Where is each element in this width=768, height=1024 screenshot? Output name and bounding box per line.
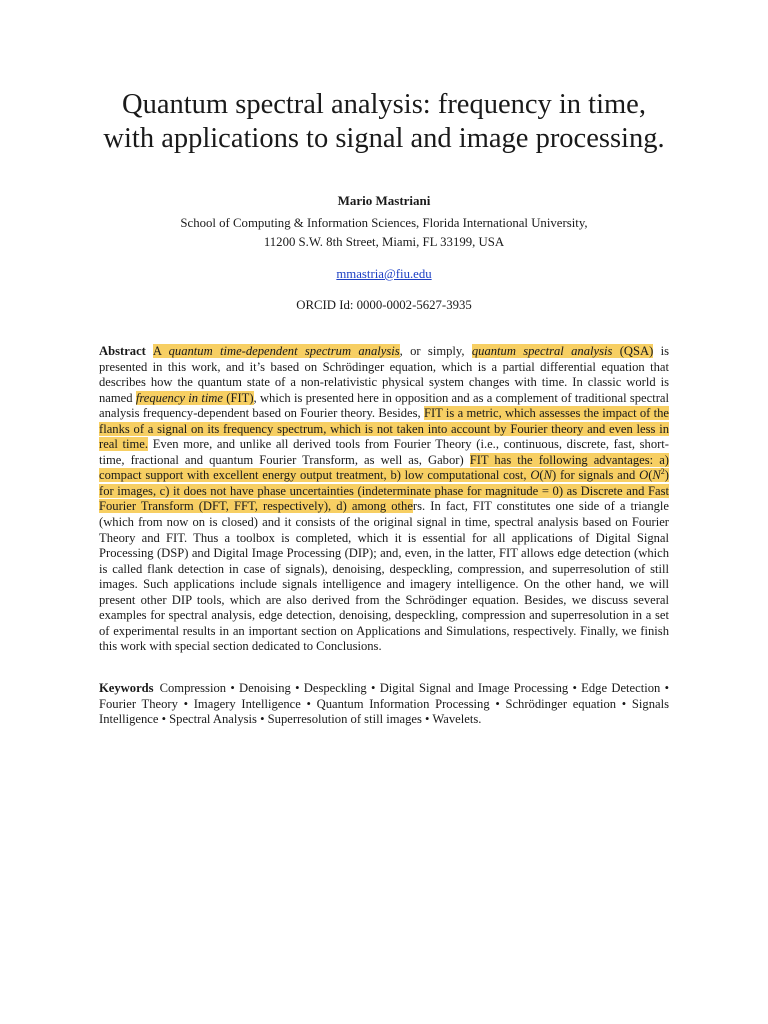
author-name: Mario Mastriani — [337, 193, 431, 208]
orcid-id: ORCID Id: 0000-0002-5627-3935 — [296, 298, 472, 312]
highlight-4: FIT is a metric, which assesses the impact of the flanks of a signal on its frequency spectrum, which is not taken into account by Fourier theory and even less in real time. — [99, 406, 669, 452]
abstract-text: rs. In fact, FIT constitutes one side of a triangle (which from now on is closed) and it consists of the original signal in time, spectral analysis based on Fourier Theory and FIT. Thus a toolbox is completed, which it is essential for all applications of Digital Signal Processing (DSP) and Digital Image Processing (DIP); and, even, in the latter, FIT allows edge detection (which is called flank detection in case of signals), denoising, despeckling, compression, and superresolution of still images. Such applications include signals intelligence and imagery intelligence. On the other hand, we will present other DIP tools, which are also derived from the Schrödinger equation. Besides, we discuss several examples for spectral analysis, edge detection, denoising, despeckling, compression and superresolution in a set of experimental results in an important section on Applications and Simulations, respectively. Finally, we finish this work with special section dedicated to Conclusions. — [99, 499, 670, 654]
abstract-text: A — [152, 344, 169, 358]
affiliation-line-1: School of Computing & Information Sciences, Florida International University, — [180, 216, 588, 230]
abstract-italic-text: quantum time-dependent spectrum analysis — [168, 344, 400, 358]
title-line-1: Quantum spectral analysis: frequency in time, — [122, 89, 646, 120]
abstract-text: ) for images, c) it does not have phase uncertainties (indeterminate phase for magnitude = 0) as Discrete and Fast Fourier Transform (DFT, FFT, respectively), d) among othe — [99, 468, 669, 514]
abstract-text: ( — [648, 468, 653, 483]
abstract-heading: Abstract — [99, 344, 146, 358]
abstract-italic-text: O — [639, 468, 649, 483]
abstract-italic-text: N — [652, 468, 661, 483]
highlight-1 — [153, 344, 400, 358]
abstract-text: , which is presented here in opposition and as a complement of traditional spectral analysis frequency-dependent based on Fourier theory. Besides, — [99, 390, 669, 421]
keywords-heading: Keywords — [99, 681, 154, 695]
abstract-text: FIT has the following advantages: a) compact support with excellent energy output treatment, b) low computational cost, — [99, 452, 669, 483]
abstract-text: , or simply, — [399, 344, 472, 358]
paper-title — [40, 88, 728, 156]
abstract-text: Even more, and unlike all derived tools from Fourier Theory (i.e., continuous, discrete, fast, short-time, fractional and quantum Fourier Transform, as well as, Gabor) — [99, 437, 669, 467]
abstract-italic-text: frequency in time — [135, 390, 223, 405]
author-affiliation — [0, 214, 768, 252]
keywords-list: Compression • Denoising • Despeckling • Digital Signal and Image Processing • Edge Detection • Fourier Theory • Imagery Intelligence • Quantum Information Processing • Schrödinger equation • Signals Intelligence • Spectral Analysis • Superresolution of still images • Wavelets. — [99, 681, 669, 727]
highlight-3 — [136, 391, 254, 405]
superscript: 2 — [660, 467, 665, 477]
title-line-2: with applications to signal and image processing. — [103, 123, 665, 154]
keywords-paragraph — [99, 681, 669, 728]
abstract-text: ( — [539, 468, 544, 483]
abstract-text: (QSA) — [612, 344, 654, 358]
abstract-text: ) for signals and — [552, 468, 640, 483]
highlight-2 — [472, 344, 653, 358]
affiliation-line-2: 11200 S.W. 8th Street, Miami, FL 33199, USA — [263, 235, 505, 249]
author-email — [0, 267, 768, 282]
abstract-italic-text: N — [543, 468, 553, 483]
abstract-italic-text: O — [530, 468, 540, 483]
email-link[interactable]: mmastria@fiu.edu — [336, 267, 432, 281]
abstract-text: (FIT) — [223, 390, 254, 405]
abstract-italic-text: quantum spectral analysis — [471, 344, 613, 358]
abstract-text: is presented in this work, and it’s based on Schrödinger equation, which is a partial differential equation that describes how the quantum state of a non-relativistic physical system changes with time. In classic world is named — [99, 344, 669, 405]
abstract-paragraph — [99, 344, 669, 655]
